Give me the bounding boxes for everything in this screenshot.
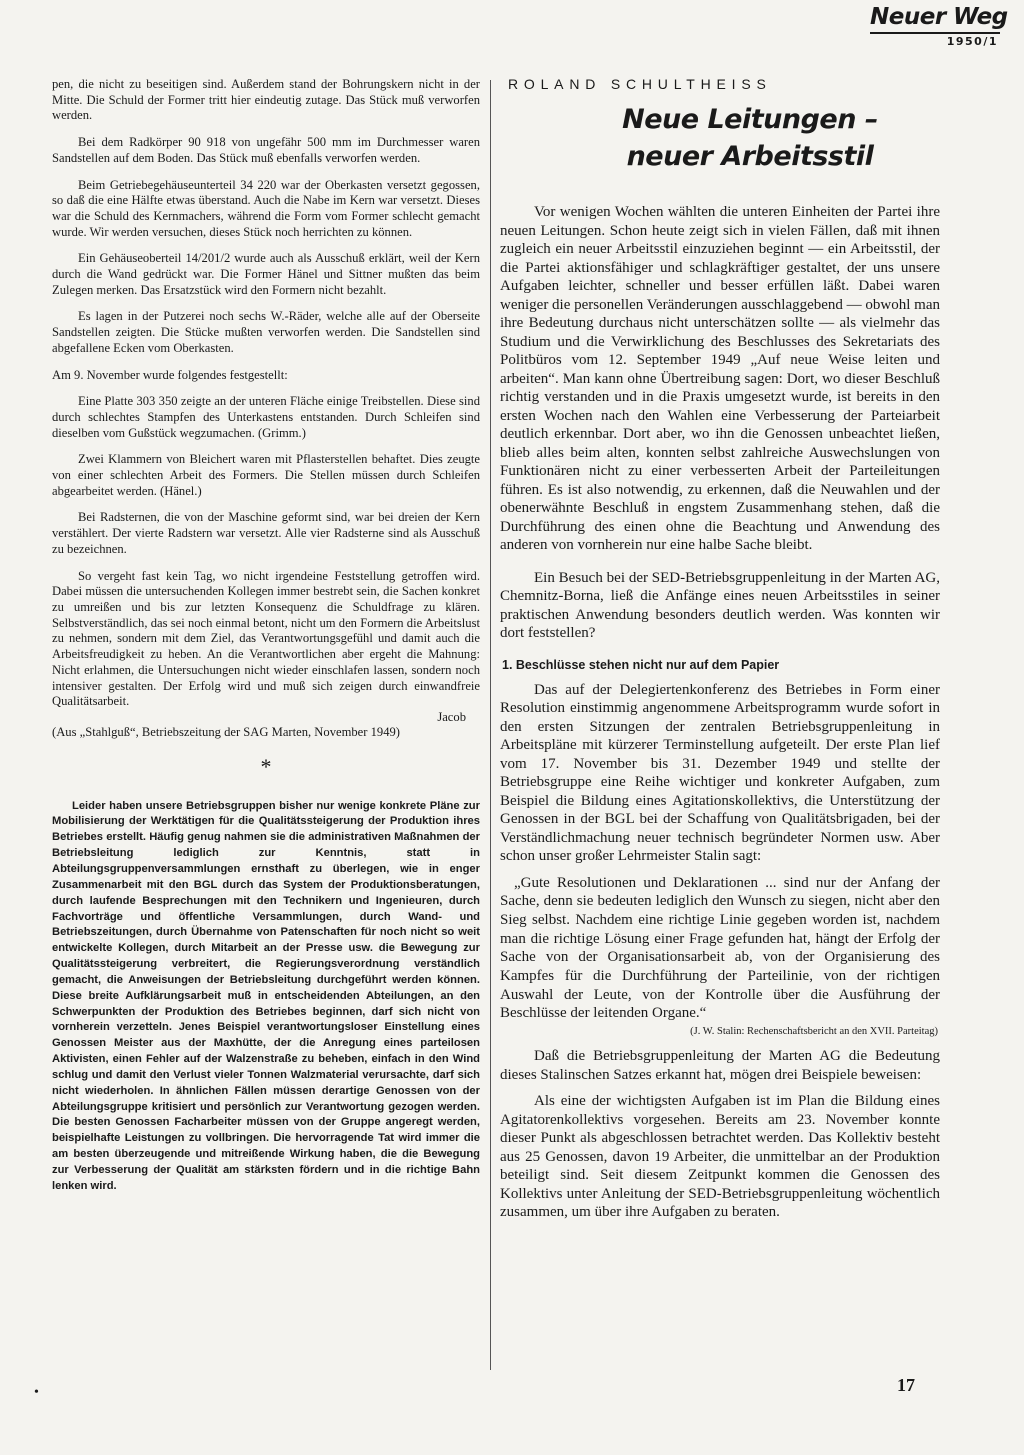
- left-paragraph-1: pen, die nicht zu beseitigen sind. Außerdem stand der Bohrungskern nicht in der Mitte. Die Schuld der Former tritt hier eindeutig zutage. Das Stück muß verworfen werden.: [52, 77, 480, 123]
- right-paragraph-1: Vor wenigen Wochen wählten die unteren Einheiten der Partei ihre neuen Leitungen. Schon heute zeigt sich in vielen Fällen, daß mit ihnen zugleich ein neuer Arbeitsstil einzuziehen beginnt — ein Arbeitsstil, der die Partei aktionsfähiger und schlagkräftiger gestaltet, der uns unsere Aufgaben leichter, schneller und besser erfüllen läßt. Dabei waren weniger die personellen Veränderungen ausschlaggebend — obwohl man ihre Bedeutung durchaus nicht unterschätzen sollte — als vielmehr das Studium und die Verwirklichung des Beschlusses des Sekretariats des Politbüros vom 12. September 1949 „Auf neue Weise leiten und arbeiten“. Man kann ohne Übertreibung sagen: Dort, wo dieser Beschluß richtig verstanden und in die Praxis umgesetzt wurde, ist bereits in den ersten Wochen nach den Wahlen eine Verbesserung der Parteiarbeit deutlich erkennbar. Dort aber, wo ihn die Genossen unbeachtet ließen, blieb alles beim alten, konnten selbst zahlreiche Auswechslungen von Funktionären nicht zu einer verbesserten Arbeit der Parteileitungen führen. Es ist also notwendig, zu erkennen, daß die Neuwahlen und der obenerwähnte Beschluß in engstem Zusammenhang stehen, daß die Durchführung des einen ohne die Beachtung und Anwendung des anderen von vornherein nur eine halbe Sache bleibt.: [500, 204, 941, 553]
- headline-line-1: Neue Leitungen –: [622, 104, 878, 135]
- left-paragraph-4: Ein Gehäuseoberteil 14/201/2 wurde auch als Ausschuß erklärt, weil der Kern durch die Wand gedrückt war. Die Former Hänel und Sittner mußten das beim Zulegen merken. Das Ersatzstück wird den Formern nicht bezahlt.: [52, 251, 480, 297]
- source-credit: (Aus „Stahlguß“, Betriebszeitung der SAG Marten, November 1949): [52, 724, 400, 739]
- left-column: [52, 77, 480, 1195]
- author-name: ROLAND SCHULTHEISS: [508, 76, 772, 92]
- page-number: 17: [897, 1375, 915, 1395]
- headline-line-2: neuer Arbeitsstil: [626, 141, 874, 172]
- masthead: [870, 4, 1010, 48]
- margin-mark: •: [34, 1385, 39, 1400]
- signature: Jacob: [437, 709, 466, 724]
- left-paragraph-10: So vergeht fast kein Tag, wo nicht irgendeine Feststellung getroffen wird. Dabei müssen die untersuchenden Kollegen immer bestrebt sein, die Sachen konkret zu umreißen und bis zur letzten Konsequenz die Schuldfrage zu klären. Selbstverständlich, das sei noch einmal betont, nicht um den Formern die Arbeitslust zu nehmen, sondern mit dem Ziel, das Verantwortungsgefühl und damit auch die Arbeitsfreudigkeit zu heben. An die Verantwortlichen aber ergeht die Mahnung: Nicht erlahmen, die Untersuchungen nicht wieder einschlafen lassen, sondern noch intensiver gestalten. Der Erfolg wird und muß sich zeigen durch einwandfreie Qualitätsarbeit.: [52, 568, 480, 709]
- issue-number: 1950/1: [946, 35, 998, 48]
- column-divider: [490, 80, 491, 1370]
- right-paragraph-2: Ein Besuch bei der SED-Betriebsgruppenleitung in der Marten AG, Chemnitz-Borna, ließ die Anfänge eines neuen Arbeitsstiles in seiner praktischen Anwendung besonders deutlich werden. Was konnten wir dort feststellen?: [500, 569, 940, 641]
- right-paragraph-4: Daß die Betriebsgruppenleitung der Marten AG die Bedeutung dieses Stalinschen Satzes erkannt hat, mögen drei Beispiele beweisen:: [500, 1048, 940, 1083]
- right-paragraph-5: Als eine der wichtigsten Aufgaben ist im Plan die Bildung eines Agitatorenkollektivs vorgesehen. Bereits am 23. November konnte dieser Punkt als abgeschlossen betrachtet werden. Das Kollektiv besteht aus 25 Genossen, davon 19 Arbeiter, die unmittelbar an der Produktion beteiligt sind. Seit diesem Zeitpunkt kommen die Genossen des Kollektivs unter Anleitung der SED-Betriebsgruppenleitung wöchentlich zusammen, um über ihre Aufgaben zu beraten.: [500, 1093, 940, 1221]
- masthead-rule: [870, 32, 1000, 34]
- quote-source: (J. W. Stalin: Rechenschaftsbericht an den XVII. Parteitag): [690, 1026, 938, 1038]
- left-paragraph-8: Zwei Klammern von Bleichert waren mit Pflasterstellen behaftet. Dies zeugte von einer schlechten Arbeit des Formers. Die Stellen müssen durch Schleifen abgearbeitet werden. (Hänel.): [52, 452, 480, 498]
- section-separator: *: [260, 753, 272, 779]
- left-paragraph-5: Es lagen in der Putzerei noch sechs W.-Räder, welche alle auf der Oberseite Sandstellen zeigten. Die Stücke mußten verworfen werden. Die Sandstellen sind abgefallene Ecken vom Oberkasten.: [52, 309, 480, 355]
- left-paragraph-9: Bei Radsternen, die von der Maschine geformt sind, war bei dreien der Kern verstählert. Der vierte Radstern war versetzt. Alle vier Radsterne sind als Ausschuß zu bezeichnen.: [52, 510, 480, 556]
- section-subhead: 1. Beschlüsse stehen nicht nur auf dem Papier: [502, 657, 780, 672]
- left-paragraph-7: Eine Platte 303 350 zeigte an der unteren Fläche einige Treibstellen. Diese sind durch schlechtes Stampfen des Unterkastens entstanden. Durch Schleifen sind dieselben vom Gußstück wegzumachen. (Grimm.): [52, 394, 480, 440]
- article-headline: [600, 101, 900, 175]
- left-paragraph-3: Beim Getriebegehäuseunterteil 34 220 war der Oberkasten versetzt gegossen, so daß die eine Hälfte etwas überstand. Auch die Nabe im Kern war versetzt. Dieses war die Schuld des Kernmachers, während die Form vom Former schlecht gemacht wurde. Wir werden versuchen, dieses Stück noch herrichten zu können.: [52, 177, 480, 239]
- stalin-quote: „Gute Resolutionen und Deklarationen ... sind nur der Anfang der Sache, denn sie bedeuten lediglich den Wunsch zu siegen, nicht aber den Sieg selbst. Nachdem eine richtige Linie gegeben worden ist, nachdem man die richtige Lösung einer Frage gefunden hat, hängt der Erfolg der Sache von der Organisationsarbeit ab, von der Organisierung des Kampfes für die Durchführung der Parteilinie, von der richtigen Auswahl der Leute, von der Kontrolle über die Ausführung der Beschlüsse der leitenden Organe.“: [500, 874, 940, 1022]
- right-column: [500, 75, 940, 1236]
- masthead-title: Neuer Weg: [870, 4, 1008, 30]
- left-paragraph-2: Bei dem Radkörper 90 918 von ungefähr 500 mm im Durchmesser waren Sandstellen auf dem Boden. Das Stück muß ebenfalls verworfen werden.: [52, 135, 480, 165]
- left-paragraph-6: Am 9. November wurde folgendes festgestellt:: [52, 367, 288, 382]
- right-paragraph-3: Das auf der Delegiertenkonferenz des Betriebes in Form einer Resolution einstimmig angenommene Arbeitsprogramm wurde sofort in den ersten Sitzungen der zentralen Betriebsgruppenleitung in Arbeitspläne mit kürzerer Terminstellung aufgeteilt. Der erste Plan lief vom 17. November bis 31. Dezember 1949 und stellte der Betriebsgruppe eine Reihe wichtiger und konkreter Aufgaben, zum Beispiel die Bildung eines Agitationskollektivs, die Unterstützung der Genossen in der BGL bei der Schaffung von Qualitätsbrigaden, bei der Verständlichmachung neuer technisch begründeter Normen usw. Aber schon unser großer Lehrmeister Stalin sagt:: [500, 681, 940, 864]
- editorial-paragraph: Leider haben unsere Betriebsgruppen bisher nur wenige konkrete Pläne zur Mobilisierung der Werktätigen für die Qualitätssteigerung der Produktion ihres Betriebes erstellt. Häufig genug nahmen sie die administrativen Maßnahmen der Betriebsleitung lediglich zur Kenntnis, statt in Abteilungsgruppenversammlungen ernsthaft zu überlegen, wie in enger Zusammenarbeit mit den BGL durch das System der Produktionsberatungen, durch laufende Besprechungen mit den Technikern und Ingenieuren, durch Fachvorträge und öffentliche Versammlungen, durch Wand- und Betriebszeitungen, durch Übernahme von Patenschaften für noch nicht so weit entwickelte Kollegen, durch Mitarbeit an der Presse usw. die Bewegung zur Qualitätssteigerung verbreitert, die Regierungsverordnung verständlich gemacht, die Anweisungen der Betriebsleitung durchgeführt werden können. Diese breite Aufklärungsarbeit muß in entscheidenden Abteilungen, an den Schwerpunkten der Produktion des Betriebes beginnen, darf sich nicht von vornherein verzetteln. Jenes Beispiel verantwortungsloser Einstellung eines Genossen Meister aus der Maxhütte, der die Anregung eines parteilosen Aktivisten, einen Fehler auf der Walzenstraße zu beheben, einfach in den Wind schlug und damit den Verlust vieler Tonnen Walzmaterial verursachte, darf sich nicht wiederholen. In ähnlichen Fällen müssen derartige Genossen von der Abteilungsgruppe kritisiert und persönlich zur Verantwortung gezogen werden. Die besten Genossen Facharbeiter müssen von der Gruppe angeregt werden, beispielhafte Leistungen zu vollbringen. Die hervorragende Tat wird immer die am besten überzeugende und mitreißende Wirkung haben, die die Bewegung zur Verbesserung der Qualität am stärksten fördern und in die richtige Bahn lenken wird.: [52, 799, 480, 1192]
